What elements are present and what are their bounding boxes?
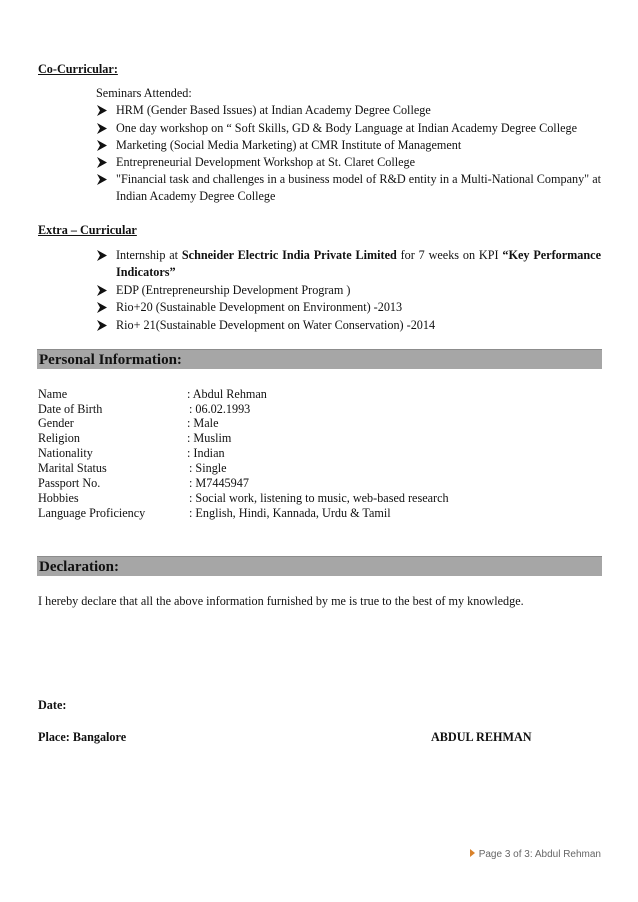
arrow-bullet-icon xyxy=(96,299,110,313)
info-label-language: Language Proficiency xyxy=(38,506,146,520)
co-curricular-heading: Co-Curricular: xyxy=(38,62,118,76)
info-label-gender: Gender xyxy=(38,416,74,430)
arrow-bullet-icon xyxy=(96,317,110,331)
info-value-dob: : 06.02.1993 xyxy=(189,402,251,416)
info-value-nationality: : Indian xyxy=(187,446,225,460)
info-label-passport: Passport No. xyxy=(38,476,101,490)
arrow-bullet-icon xyxy=(96,102,110,116)
footer-text: Page 3 of 3: Abdul Rehman xyxy=(478,849,601,860)
triangle-bullet-icon xyxy=(470,849,475,857)
arrow-bullet-icon xyxy=(96,120,110,134)
date-label: Date: xyxy=(38,698,67,712)
info-value-religion: : Muslim xyxy=(187,431,232,445)
arrow-bullet-icon xyxy=(96,282,110,296)
list-item: "Financial task and challenges in a business model of R&D entity in a Multi-National Company" at Indian Academy Degree College xyxy=(96,171,601,207)
internship-company: Schneider Electric India Private Limited xyxy=(181,248,397,262)
arrow-bullet-icon xyxy=(96,154,110,168)
info-label-religion: Religion xyxy=(38,431,80,445)
info-label-nationality: Nationality xyxy=(38,446,93,460)
arrow-bullet-icon xyxy=(96,171,110,185)
declaration-text: I hereby declare that all the above information furnished by me is true to the best of my knowledge. xyxy=(38,594,524,608)
info-label-hobbies: Hobbies xyxy=(38,491,79,505)
info-value-language: : English, Hindi, Kannada, Urdu & Tamil xyxy=(189,506,391,520)
info-value-passport: : M7445947 xyxy=(189,476,249,490)
info-label-name: Name xyxy=(38,387,68,401)
internship-kpi: “Key Performance Indicators” xyxy=(116,248,601,279)
info-label-dob: Date of Birth xyxy=(38,402,103,416)
info-value-name: : Abdul Rehman xyxy=(187,387,267,401)
info-label-marital-status: Marital Status xyxy=(38,461,107,475)
declaration-heading: Declaration: xyxy=(37,556,602,576)
personal-information-heading: Personal Information: xyxy=(37,349,602,369)
arrow-bullet-icon xyxy=(96,247,110,261)
info-value-gender: : Male xyxy=(187,416,219,430)
arrow-bullet-icon xyxy=(96,137,110,151)
extra-curricular-heading: Extra – Curricular xyxy=(38,223,137,237)
signature-name: ABDUL REHMAN xyxy=(431,730,532,744)
place-label: Place: Bangalore xyxy=(38,730,127,744)
list-item-internship: Internship at Schneider Electric India Private Limited for 7 weeks on KPI “Key Performance Indicators” xyxy=(96,247,601,283)
seminars-intro: Seminars Attended: xyxy=(96,86,192,100)
info-value-hobbies: : Social work, listening to music, web-based research xyxy=(189,491,449,505)
info-value-marital-status: : Single xyxy=(189,461,227,475)
page-footer xyxy=(470,849,601,860)
